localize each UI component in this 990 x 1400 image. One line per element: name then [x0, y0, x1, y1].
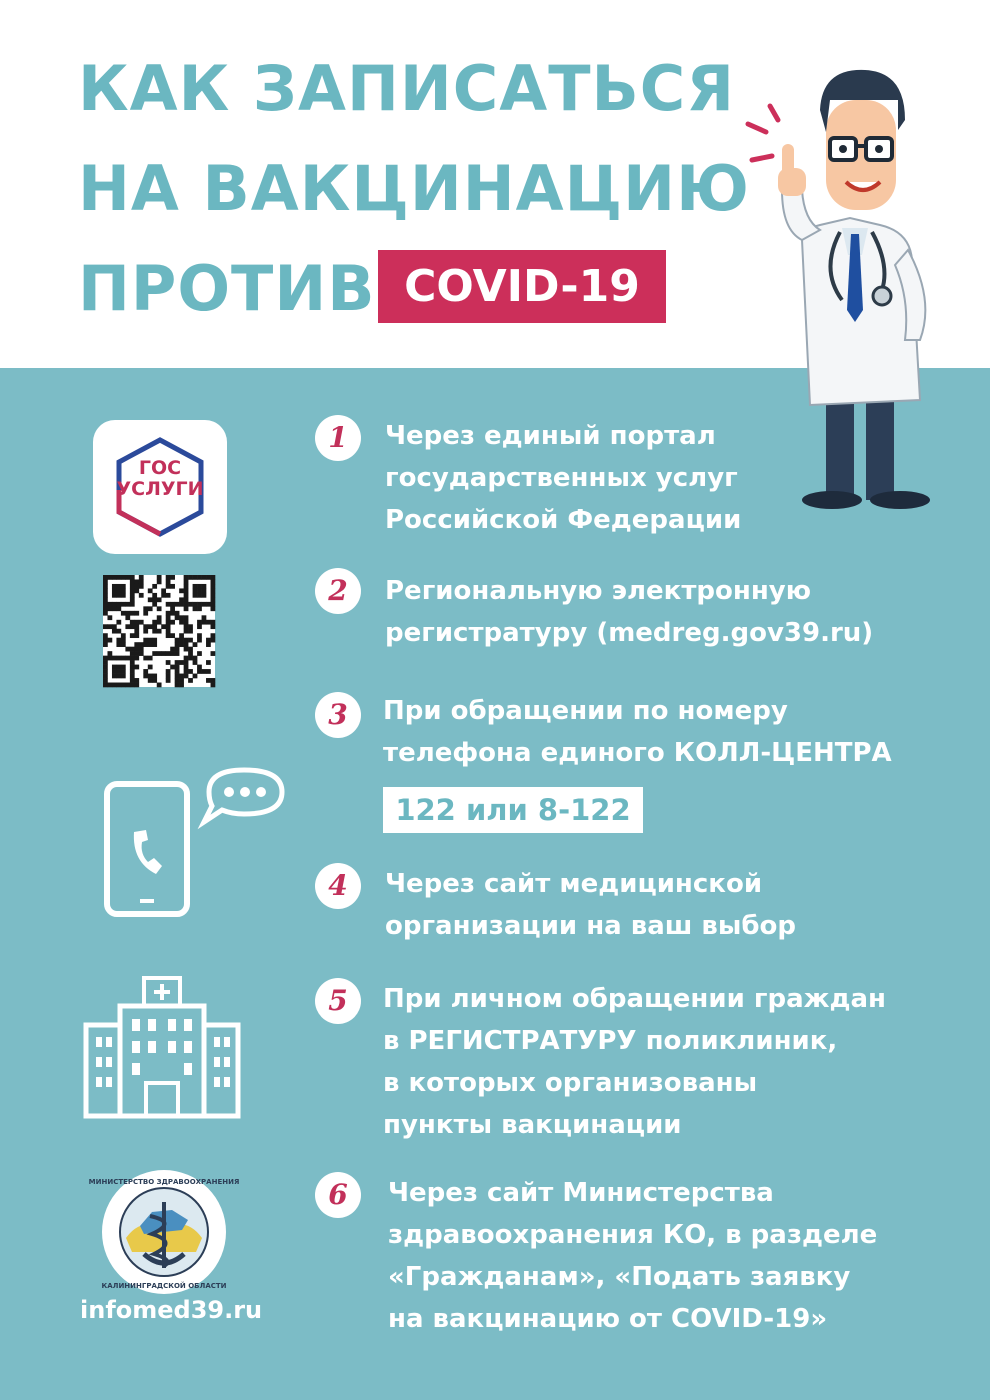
- step-4-number: 4: [315, 863, 361, 909]
- step-5-number: 5: [315, 978, 361, 1024]
- step-4-text: Через сайт медицинской организации на ваш выбор: [385, 869, 797, 941]
- gosuslugi-text: ГОС УСЛУГИ: [116, 457, 204, 500]
- step-1-text: Через единый портал государственных услуг Российской Федерации: [385, 421, 742, 535]
- step-6-number: 6: [315, 1172, 361, 1218]
- phone-numbers: 122 или 8-122: [383, 787, 643, 833]
- svg-text:МИНИСТЕРСТВО ЗДРАВООХРАНЕНИЯ: МИНИСТЕРСТВО ЗДРАВООХРАНЕНИЯ: [88, 1178, 240, 1186]
- website-label: infomed39.ru: [80, 1296, 263, 1324]
- gosuslugi-logo: [93, 420, 227, 554]
- title-line-1: КАК ЗАПИСАТЬСЯ: [78, 52, 736, 125]
- title-line-3: ПРОТИВ: [78, 252, 376, 325]
- step-3-number: 3: [315, 692, 361, 738]
- svg-text:КАЛИНИНГРАДСКОЙ ОБЛАСТИ: КАЛИНИНГРАДСКОЙ ОБЛАСТИ: [101, 1282, 227, 1290]
- step-6-text: Через сайт Министерства здравоохранения КО, в разделе «Гражданам», «Подать заявку на вакцинацию от COVID-19»: [388, 1178, 878, 1334]
- step-5-text: При личном обращении граждан в РЕГИСТРАТУРУ поликлиник, в которых организованы пункты вакцинации: [383, 984, 887, 1140]
- doctor-illustration: [730, 60, 960, 520]
- hospital-icon: [82, 975, 242, 1120]
- qr-code-icon: [103, 575, 215, 687]
- step-3-text: При обращении по номеру телефона единого КОЛЛ-ЦЕНТРА: [383, 696, 892, 768]
- phone-chat-icon: [104, 762, 289, 918]
- covid-badge: COVID-19: [378, 250, 666, 323]
- step-2-number: 2: [315, 568, 361, 614]
- step-2-text: Региональную электронную регистратуру (medreg.gov39.ru): [385, 576, 874, 648]
- ministry-seal-icon: [88, 1168, 240, 1296]
- title-line-2: НА ВАКЦИНАЦИЮ: [78, 152, 750, 225]
- step-1-number: 1: [315, 415, 361, 461]
